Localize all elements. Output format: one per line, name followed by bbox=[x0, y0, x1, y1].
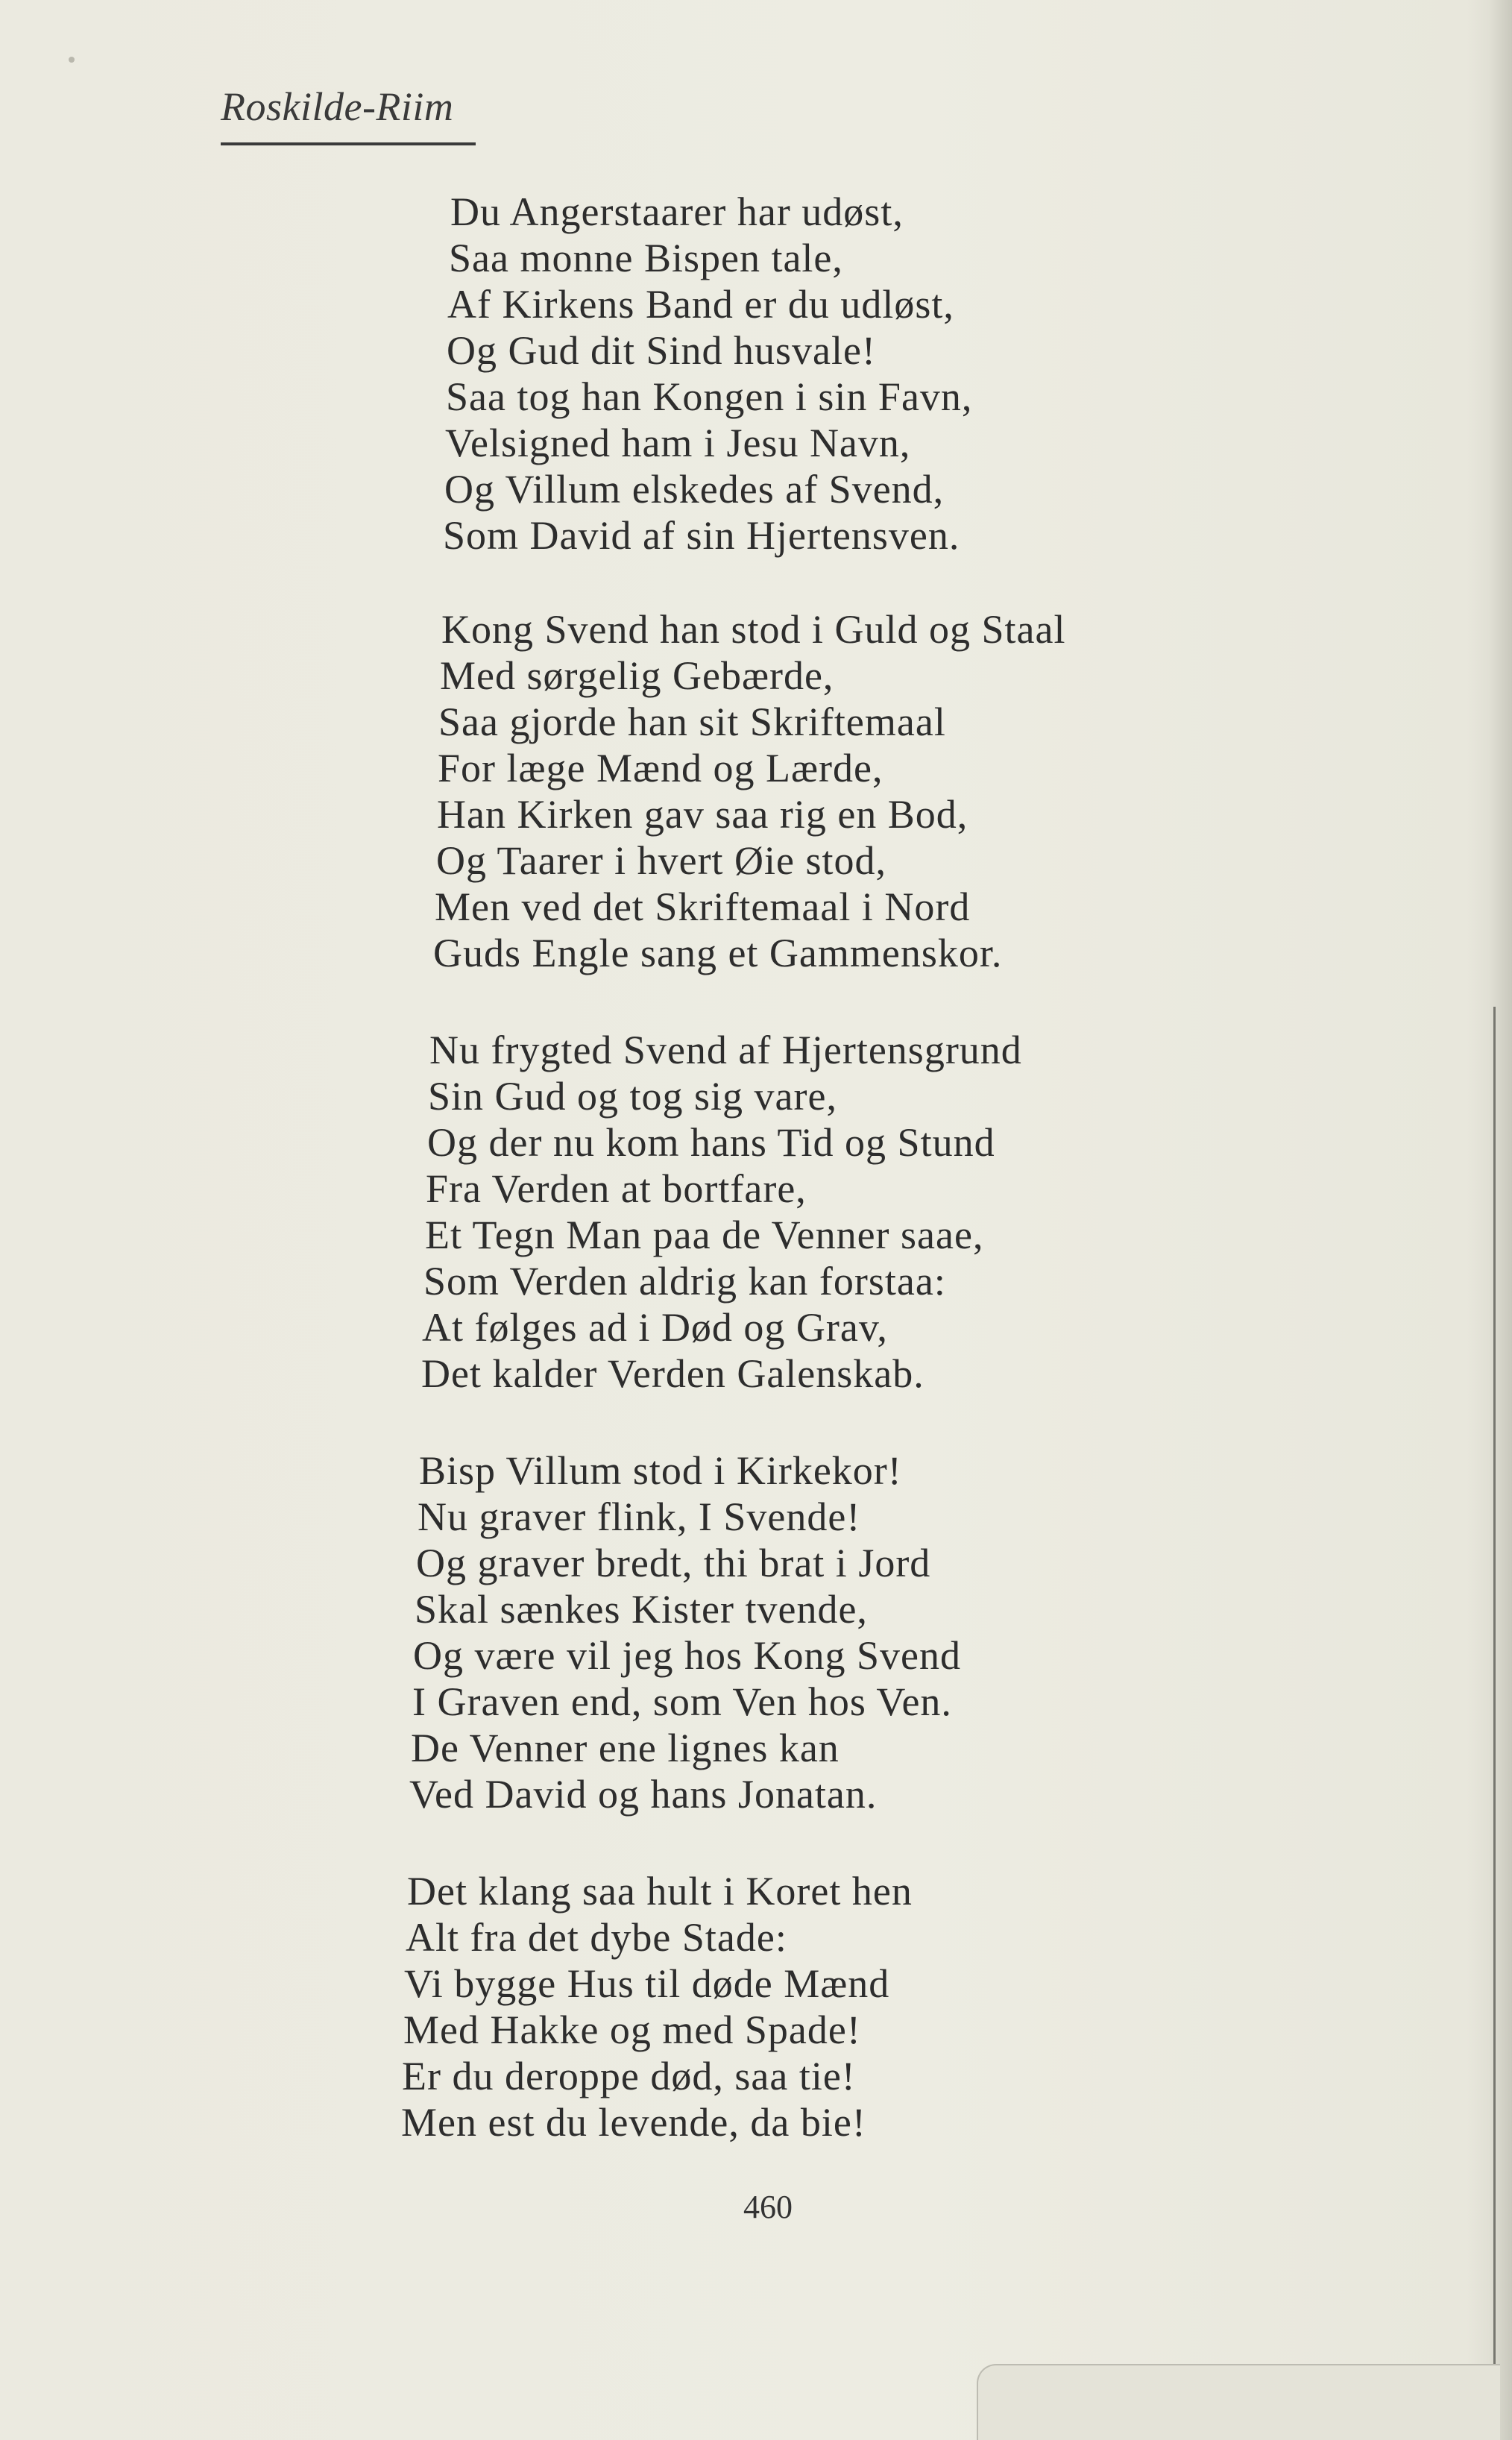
verse-line: Og graver bredt, thi brat i Jord bbox=[416, 1541, 931, 1585]
verse-line: Bisp Villum stod i Kirkekor! bbox=[419, 1448, 902, 1493]
verse-line: Guds Engle sang et Gammenskor. bbox=[433, 931, 1003, 975]
verse-line: Og Gud dit Sind husvale! bbox=[447, 328, 876, 373]
verse-line: Med sørgelig Gebærde, bbox=[440, 653, 834, 698]
verse-line: Som David af sin Hjertensven. bbox=[443, 513, 960, 558]
verse-line: Vi bygge Hus til døde Mænd bbox=[404, 1961, 890, 2006]
verse-line: I Graven end, som Ven hos Ven. bbox=[412, 1679, 952, 1724]
verse-line: Saa tog han Kongen i sin Favn, bbox=[446, 374, 973, 419]
verse-line: De Venner ene lignes kan bbox=[411, 1726, 840, 1770]
verse-line: Du Angerstaarer har udøst, bbox=[450, 189, 904, 234]
verse-line: At følges ad i Død og Grav, bbox=[422, 1305, 888, 1350]
verse-line: Og der nu kom hans Tid og Stund bbox=[427, 1120, 995, 1165]
verse-line: Det klang saa hult i Koret hen bbox=[407, 1869, 913, 1914]
verse-line: Men est du levende, da bie! bbox=[401, 2100, 866, 2145]
verse-line: Saa gjorde han sit Skriftemaal bbox=[438, 699, 946, 744]
verse-line: Kong Svend han stod i Guld og Staal bbox=[441, 607, 1066, 652]
verse-line: Med Hakke og med Spade! bbox=[403, 2007, 861, 2052]
verse-line: Han Kirken gav saa rig en Bod, bbox=[437, 792, 968, 837]
verse-line: Og være vil jeg hos Kong Svend bbox=[413, 1633, 961, 1678]
verse-line: Fra Verden at bortfare, bbox=[426, 1166, 807, 1211]
verse-line: Er du deroppe død, saa tie! bbox=[402, 2054, 856, 2098]
verse-line: Nu frygted Svend af Hjertensgrund bbox=[429, 1028, 1022, 1072]
page-number: 460 bbox=[743, 2189, 793, 2225]
verse-line: Som Verden aldrig kan forstaa: bbox=[423, 1259, 946, 1304]
verse-line: Af Kirkens Band er du udløst, bbox=[447, 282, 954, 327]
verse-line: For læge Mænd og Lærde, bbox=[438, 746, 883, 790]
running-head: Roskilde-Riim bbox=[221, 84, 454, 129]
verse-line: Alt fra det dybe Stade: bbox=[406, 1915, 787, 1960]
verse-line: Velsigned ham i Jesu Navn, bbox=[445, 421, 911, 465]
verse-line: Sin Gud og tog sig vare, bbox=[428, 1074, 837, 1119]
verse-line: Men ved det Skriftemaal i Nord bbox=[435, 884, 971, 929]
verse-line: Et Tegn Man paa de Venner saae, bbox=[425, 1213, 984, 1257]
verse-line: Og Taarer i hvert Øie stod, bbox=[436, 838, 887, 883]
verse-line: Ved David og hans Jonatan. bbox=[409, 1772, 878, 1817]
verse-line: Saa monne Bispen tale, bbox=[449, 236, 843, 280]
verse-line: Det kalder Verden Galenskab. bbox=[421, 1351, 924, 1396]
verse-line: Nu graver flink, I Svende! bbox=[418, 1494, 861, 1539]
verse-line: Og Villum elskedes af Svend, bbox=[444, 467, 945, 512]
verse-line: Skal sænkes Kister tvende, bbox=[415, 1587, 868, 1632]
